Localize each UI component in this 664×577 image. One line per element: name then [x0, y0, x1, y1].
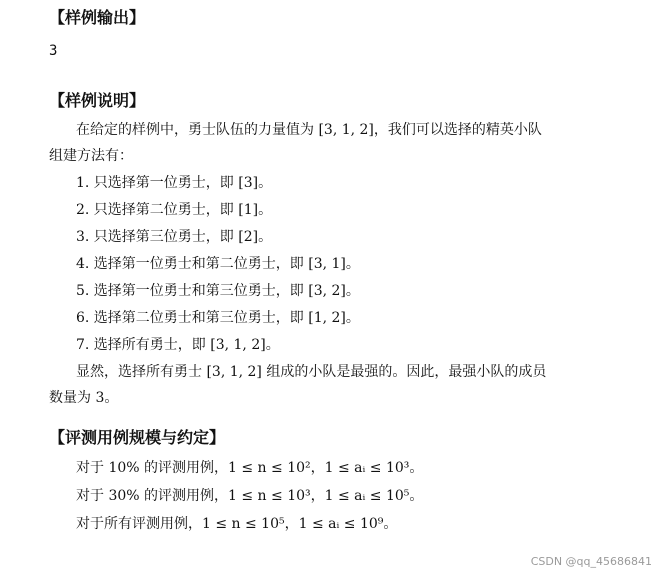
constraints-heading: 【评测用例规模与约定】 — [49, 428, 226, 447]
sample-explanation-heading: 【样例说明】 — [49, 91, 146, 110]
sample-output-value: 3 — [49, 43, 58, 59]
explanation-list-item: 6. 选择第二位勇士和第三位勇士，即 [1, 2]。 — [76, 310, 360, 326]
explanation-list-item: 3. 只选择第三位勇士，即 [2]。 — [76, 229, 273, 245]
sample-output-heading: 【样例输出】 — [49, 8, 146, 27]
explanation-list-item: 4. 选择第一位勇士和第二位勇士，即 [3, 1]。 — [76, 256, 360, 272]
explanation-intro-line-2: 组建方法有： — [49, 148, 133, 164]
csdn-watermark: CSDN @qq_45686841 — [530, 555, 652, 568]
explanation-conclusion-line-2: 数量为 3。 — [49, 390, 119, 406]
constraint-line: 对于所有评测用例，1 ≤ n ≤ 10⁵，1 ≤ aᵢ ≤ 10⁹。 — [76, 516, 398, 532]
constraint-line: 对于 30% 的评测用例，1 ≤ n ≤ 10³，1 ≤ aᵢ ≤ 10⁵。 — [76, 488, 424, 504]
explanation-intro-line-1: 在给定的样例中，勇士队伍的力量值为 [3, 1, 2]，我们可以选择的精英小队 — [76, 122, 542, 138]
explanation-list-item: 7. 选择所有勇士，即 [3, 1, 2]。 — [76, 337, 280, 353]
explanation-conclusion-line-1: 显然，选择所有勇士 [3, 1, 2] 组成的小队是最强的。因此，最强小队的成员 — [76, 364, 547, 380]
explanation-list-item: 1. 只选择第一位勇士，即 [3]。 — [76, 175, 273, 191]
explanation-list-item: 5. 选择第一位勇士和第三位勇士，即 [3, 2]。 — [76, 283, 360, 299]
explanation-list-item: 2. 只选择第二位勇士，即 [1]。 — [76, 202, 273, 218]
constraint-line: 对于 10% 的评测用例，1 ≤ n ≤ 10²，1 ≤ aᵢ ≤ 10³。 — [76, 460, 424, 476]
